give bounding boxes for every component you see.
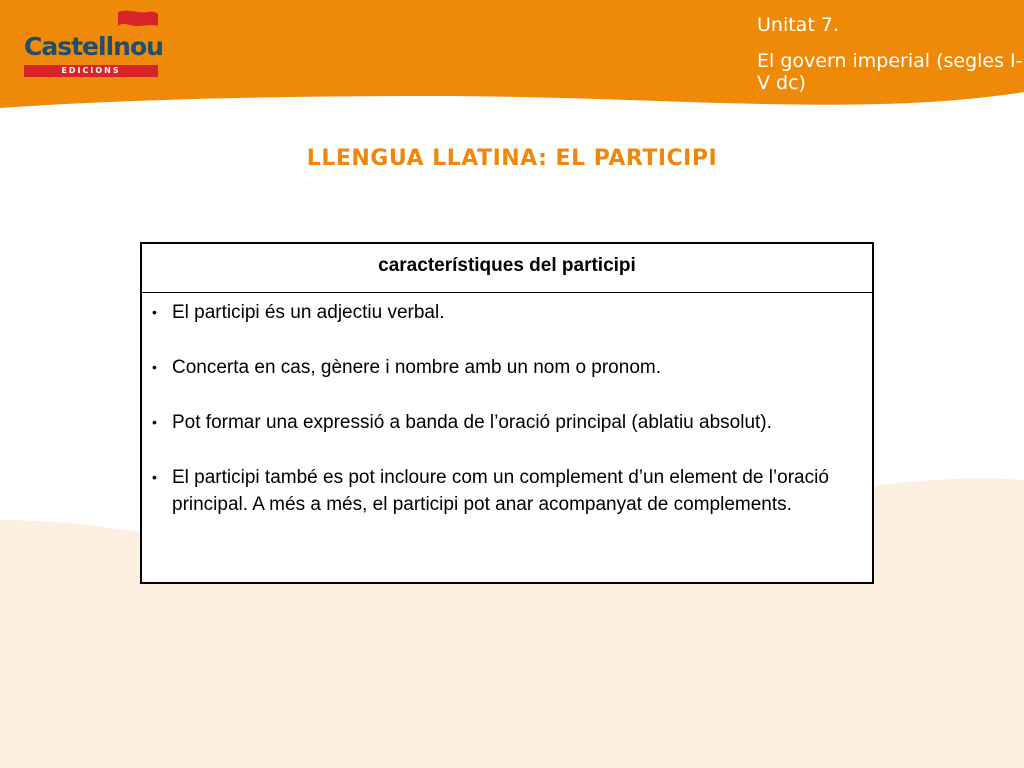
list-item bbox=[152, 354, 852, 381]
list-item bbox=[152, 299, 852, 326]
slide-title: LLENGUA LLATINA: EL PARTICIPI bbox=[306, 146, 718, 171]
bullet-icon: • bbox=[152, 304, 157, 320]
bullet-icon: • bbox=[152, 469, 157, 485]
table-body bbox=[142, 293, 872, 518]
bullet-icon: • bbox=[152, 359, 157, 375]
characteristics-table bbox=[140, 242, 874, 584]
logo-subtitle: EDICIONS bbox=[24, 65, 158, 77]
list-item bbox=[152, 464, 852, 518]
list-item-text: El participi és un adjectiu verbal. bbox=[172, 302, 445, 323]
list-item-text: Concerta en cas, gènere i nombre amb un nom o pronom. bbox=[172, 357, 661, 378]
unit-label: Unitat 7. bbox=[757, 14, 839, 36]
list-item-text: Pot formar una expressió a banda de l’oració principal (ablatiu absolut). bbox=[172, 412, 772, 433]
castellnou-logo bbox=[24, 10, 163, 78]
list-item-text: El participi també es pot incloure com un complement d’un element de l’oració principal. A més a més, el participi pot anar acompanyat de complements. bbox=[172, 467, 829, 515]
table-header: característiques del participi bbox=[142, 244, 872, 293]
list-item bbox=[152, 409, 852, 436]
header-text bbox=[757, 14, 1024, 94]
bullet-icon: • bbox=[152, 414, 157, 430]
logo-name: Castellnou bbox=[24, 32, 163, 61]
unit-topic: El govern imperial (segles I-V dc) bbox=[757, 50, 1023, 94]
